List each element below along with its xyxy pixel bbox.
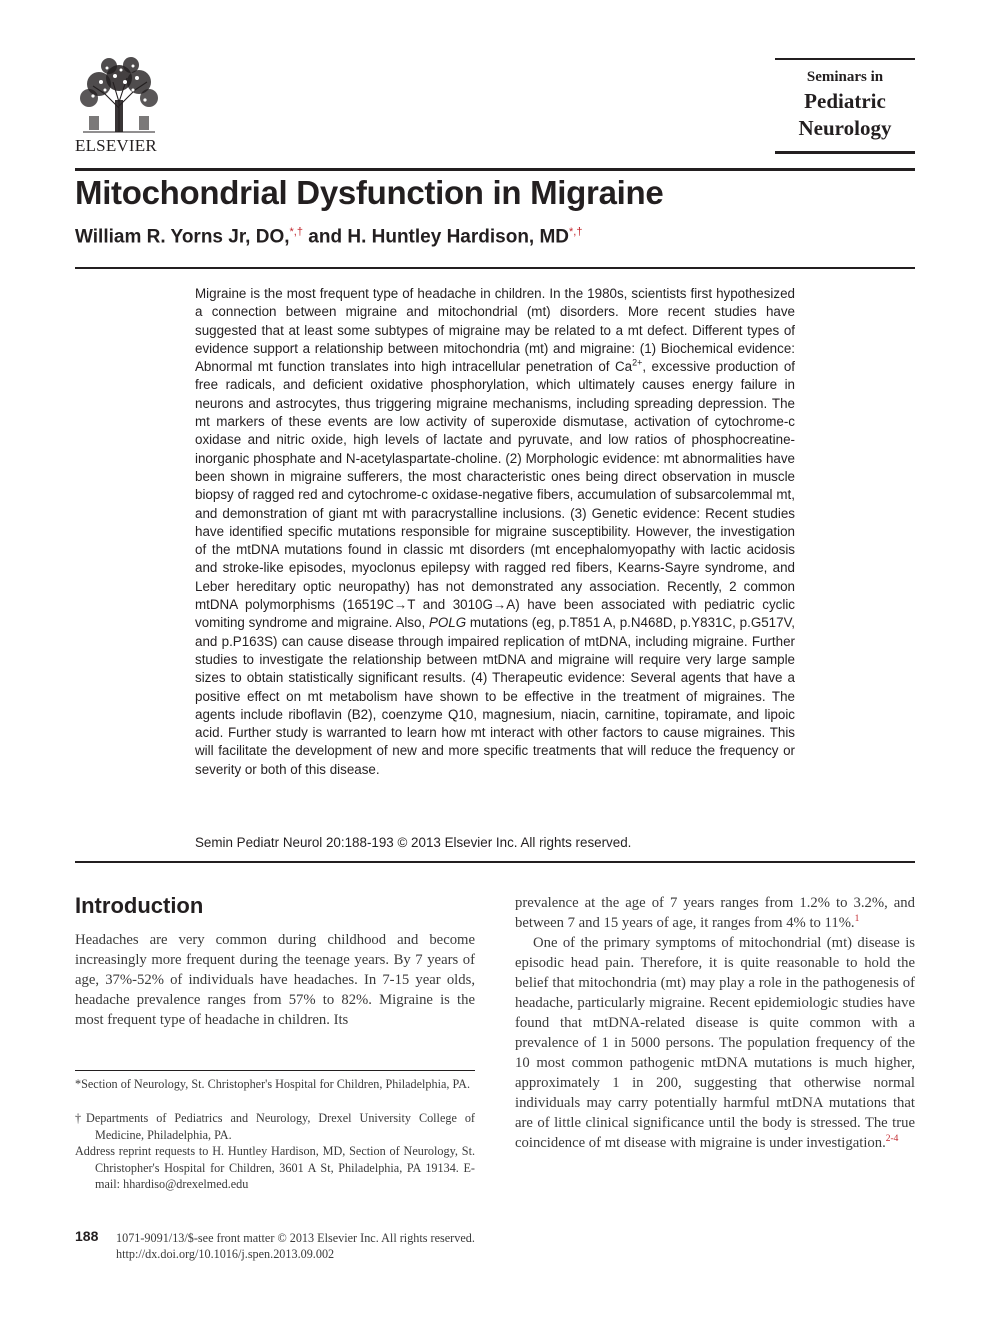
- page-number: 188: [75, 1228, 99, 1244]
- reference-link[interactable]: 2-4: [885, 1134, 899, 1145]
- author-name: H. Huntley Hardison, MD: [347, 226, 570, 248]
- author-conjunction: and: [303, 226, 348, 248]
- abstract-divider: [75, 861, 915, 863]
- footnote-affiliation-2: †Departments of Pediatrics and Neurology, Drexel University College of Medicine, Philadelphia, PA.: [75, 1111, 475, 1142]
- section-heading-introduction: Introduction: [75, 893, 204, 918]
- footnote-divider: [75, 1070, 475, 1071]
- abstract-text: mutations (eg, p.T851 A, p.N468D, p.Y831C, p.G517V, and p.P163S) can cause disease through impaired replication of mtDNA, including migraine. Further studies to investigate the relationship between mtDNA and migraine will require very large sample sizes to obtain statistically significant results. (4) Therapeutic evidence: Several agents that have a positive effect on mt metabolism have shown to be effective in the treatment of migraines. The agents include riboflavin (B2), coenzyme Q10, magnesium, niacin, carnitine, topiramate, and lipoic acid. Further study is warranted to learn how mt interact with other factors to cause migraines. This will facilitate the development of new and more specific treatments that will reduce the frequency or severity or both of this disease.: [195, 615, 795, 777]
- header-divider: [75, 168, 915, 171]
- author-line: [75, 226, 583, 248]
- publisher-wordmark: ELSEVIER: [75, 136, 157, 155]
- body-paragraph: [515, 933, 915, 1153]
- reference-link[interactable]: 1: [854, 914, 860, 925]
- journal-name-line3: Neurology: [798, 116, 892, 140]
- abstract-text: , excessive production of free radicals, and deficient oxidative phosphorylation, which ultimately causes energy failure in neurons and astrocytes, thus triggering migraine mechanisms, including spreading depression. The mt markers of these events are low activity of superoxide dismutase, activation of cytochrome-c oxidase and nitric oxide, high levels of lactate and pyruvate, and low ratios of phosphocreatine-inorganic phosphate and N-acetylaspartate-choline. (2) Morphologic evidence: mt abnormalities have been shown in migraine sufferers, the most characteristic ones being direct observation in muscle biopsy of ragged red and cytochrome-c oxidase-negative fibers, accumulation of subsarcolemmal mt, and demonstration of giant mt with paracrystalline inclusions. (3) Genetic evidence: Recent studies have identified specific mutations responsible for migraine susceptibility. However, the investigation of the mtDNA mutations found in classic mt disorders (mt encephalomyopathy with lactic acidosis and stroke-like episodes, myoclonus epilepsy with ragged red fibers, Kearns-Sayre syndrome, and Leber hereditary optic neuropathy) has not demonstrated any association. Recently, 2 common mtDNA polymorphisms (16519C→T and 3010G→A) have been associated with pediatric cyclic vomiting syndrome and migraine. Also,: [195, 359, 795, 631]
- journal-top-rule: [775, 58, 915, 60]
- elsevier-tree-icon: [75, 56, 163, 134]
- journal-masthead: [775, 58, 915, 155]
- author-name: William R. Yorns Jr, DO,: [75, 226, 290, 248]
- affiliation-marks[interactable]: *,†: [569, 226, 583, 238]
- journal-name-line1: Seminars in: [806, 69, 884, 85]
- gene-name: POLG: [428, 615, 467, 631]
- abstract-text: Migraine is the most frequent type of headache in children. In the 1980s, scientists first hypothesized a connection between migraine and mitochondrial (mt) disorders. More recent studies have suggested that at least some subtypes of migraine may be related to a mt defect. Different types of evidence support a relationship between mitochondria (mt) and migraine: (1) Biochemical evidence: Abnormal mt function translates into high intracellular penetration of Ca: [195, 286, 795, 375]
- paragraph-text: prevalence at the age of 7 years ranges from 1.2% to 3.2%, and between 7 and 15 years of age, it ranges from 4% to 11%.: [515, 895, 915, 931]
- footnote-affiliation-1: *Section of Neurology, St. Christopher's Hospital for Children, Philadelphia, PA.: [75, 1077, 470, 1091]
- title-divider: [75, 267, 915, 269]
- abstract: [195, 285, 795, 779]
- calcium-charge: 2+: [632, 357, 643, 368]
- article-title: Mitochondrial Dysfunction in Migraine: [75, 174, 664, 211]
- issn-line: 1071-9091/13/$-see front matter © 2013 Elsevier Inc. All rights reserved.: [116, 1231, 475, 1245]
- elsevier-logo: [75, 56, 170, 156]
- paragraph-text: One of the primary symptoms of mitochondrial (mt) disease is episodic head pain. Therefore, it is quite reasonable to hold the belief that mitochondria (mt) may play a role in the pathogenesis of headache, particularly migraine. Recent epidemiologic studies have found that mtDNA-related disease is quite common with a prevalence of 1 in 5000 persons. The population frequency of the 10 most common pathogenic mtDNA mutations is much higher, approximately 1 in 200, suggesting that otherwise normal individuals may carry potentially harmful mtDNA mutations that are of little clinical significance until the body is stressed. The true coincidence of mt disease with migraine is under investigation.: [515, 935, 915, 1151]
- body-paragraph: Headaches are very common during childhood and become increasingly more frequent during the teenage years. By 7 years of age, 37%-52% of individuals have headaches. In 7-15 year olds, headache prevalence ranges from 57% to 82%. Migraine is the most frequent type of headache in children. Its: [75, 932, 475, 1028]
- doi-link[interactable]: http://dx.doi.org/10.1016/j.spen.2013.09.002: [116, 1247, 335, 1261]
- journal-bottom-rule: [775, 151, 915, 154]
- affiliation-marks[interactable]: *,†: [289, 226, 303, 238]
- body-paragraph: [515, 893, 915, 933]
- footnote-correspondence: Address reprint requests to H. Huntley Hardison, MD, Section of Neurology, St. Christopher's Hospital for Children, 3601 A St, Philadelphia, PA 19134. E-mail: hhardiso@drexelmed.edu: [75, 1144, 475, 1192]
- journal-name-line2: Pediatric: [804, 89, 886, 113]
- article-citation: Semin Pediatr Neurol 20:188-193 © 2013 Elsevier Inc. All rights reserved.: [195, 835, 632, 850]
